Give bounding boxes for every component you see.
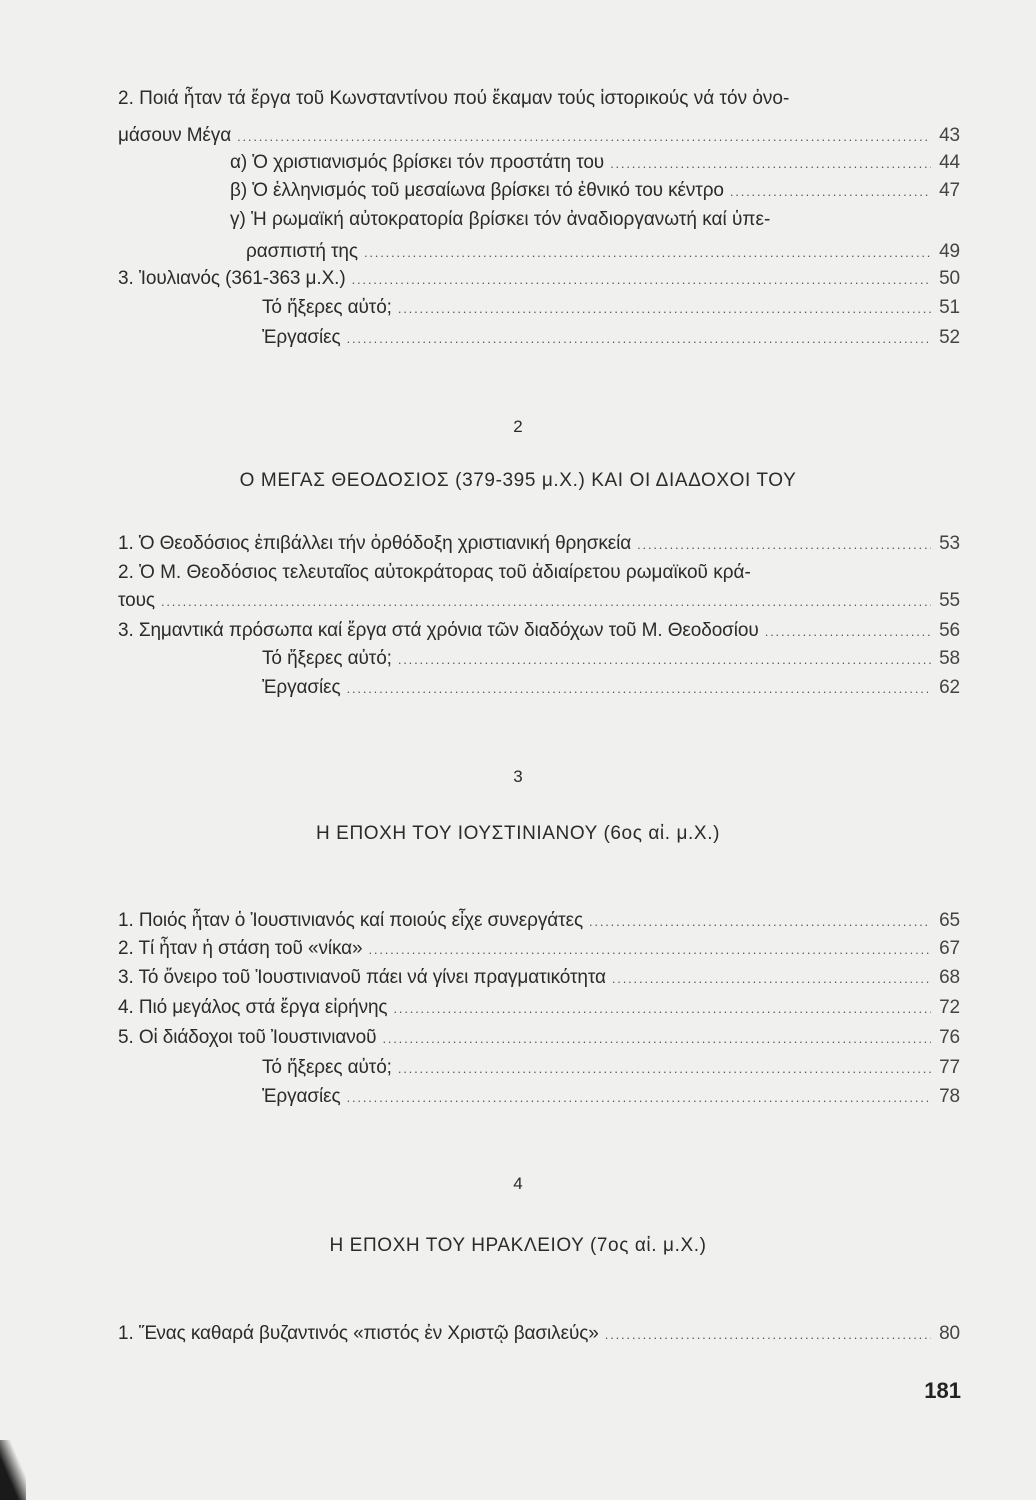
leader-dots xyxy=(589,914,931,929)
leader-dots xyxy=(398,652,931,667)
toc-item-text: 5. Οἱ διάδοχοι τοῦ Ἰουστινιανοῦ xyxy=(118,1027,377,1048)
toc-item-2 xyxy=(118,590,960,612)
toc-item-text: ρασπιστή της xyxy=(246,241,358,262)
toc-item-text: 4. Πιό μεγάλος στά ἔργα εἰρήνης xyxy=(118,997,388,1018)
toc-page-ref: 53 xyxy=(939,533,960,554)
toc-page-ref: 72 xyxy=(939,997,960,1018)
toc-item-text: Τό ἤξερες αὐτό; xyxy=(262,1057,392,1078)
toc-page-ref: 68 xyxy=(939,967,960,988)
toc-item-text: τους xyxy=(118,590,155,611)
leader-dots xyxy=(394,1001,932,1016)
toc-exercises xyxy=(262,1086,960,1108)
toc-item-text: 2. Τί ἦταν ἡ στάση τοῦ «νίκα» xyxy=(118,938,363,959)
leader-dots xyxy=(347,331,931,346)
section-title: Ο ΜΕΓΑΣ ΘΕΟΔΟΣΙΟΣ (379-395 μ.Χ.) ΚΑΙ ΟΙ ΔΙΑΔΟΧΟΙ ΤΟΥ xyxy=(239,470,797,491)
leader-dots xyxy=(364,245,931,260)
toc-item-text: 3. Τό ὄνειρο τοῦ Ἰουστινιανοῦ πάει νά γίνει πραγματικότητα xyxy=(118,967,606,988)
toc-item-3 xyxy=(118,967,960,989)
toc-item-2 xyxy=(118,938,960,960)
section-number: 3 xyxy=(513,767,523,786)
toc-page-ref: 62 xyxy=(939,677,960,698)
toc-subitem-a xyxy=(230,152,960,174)
leader-dots xyxy=(398,1061,931,1076)
toc-item-1 xyxy=(118,1323,960,1345)
leader-dots xyxy=(382,1031,931,1046)
leader-dots xyxy=(369,942,932,957)
toc-page-ref: 50 xyxy=(939,268,960,289)
scan-edge-shadow xyxy=(0,1440,26,1500)
toc-page-ref: 76 xyxy=(939,1027,960,1048)
toc-item-2 xyxy=(118,125,960,147)
leader-dots xyxy=(347,1090,931,1105)
toc-item-text: Ἐργασίες xyxy=(262,1086,341,1107)
toc-page-ref: 51 xyxy=(939,297,960,318)
leader-dots xyxy=(398,301,931,316)
toc-did-you-know xyxy=(262,297,960,319)
toc-item-text: Ἐργασίες xyxy=(262,677,341,698)
toc-exercises xyxy=(262,327,960,349)
toc-item-1 xyxy=(118,910,960,932)
toc-page-ref: 55 xyxy=(939,590,960,611)
leader-dots xyxy=(730,184,931,199)
toc-did-you-know xyxy=(262,1057,960,1079)
toc-item-text: Ἐργασίες xyxy=(262,327,341,348)
toc-exercises xyxy=(262,677,960,699)
leader-dots xyxy=(637,537,931,552)
toc-item-4 xyxy=(118,997,960,1019)
page-number: 181 xyxy=(924,1378,961,1403)
toc-item-text: β) Ὁ ἑλληνισμός τοῦ μεσαίωνα βρίσκει τό ἐθνικό του κέντρο xyxy=(230,180,724,201)
toc-page-ref: 78 xyxy=(939,1086,960,1107)
toc-item-text: 1. Ἕνας καθαρά βυζαντινός «πιστός ἐν Χριστῷ βασιλεύς» xyxy=(118,1323,599,1344)
toc-subitem-b xyxy=(230,180,960,202)
toc-page-ref: 52 xyxy=(939,327,960,348)
leader-dots xyxy=(765,624,931,639)
toc-item-text: 1. Ποιός ἦταν ὁ Ἰουστινιανός καί ποιούς εἶχε συνεργάτες xyxy=(118,910,584,931)
toc-item-5 xyxy=(118,1027,960,1049)
leader-dots xyxy=(237,129,931,144)
toc-item-text: α) Ὁ χριστιανισμός βρίσκει τόν προστάτη του xyxy=(230,152,605,173)
leader-dots xyxy=(610,156,931,171)
toc-page-ref: 67 xyxy=(939,938,960,959)
toc-item-text: 3. Σημαντικά πρόσωπα καί ἔργα στά χρόνια τῶν διαδόχων τοῦ Μ. Θεοδοσίου xyxy=(118,620,759,641)
toc-subitem-c-line1: γ) Ἡ ρωμαϊκή αὐτοκρατορία βρίσκει τόν ἀναδιοργανωτή καί ὑπε- xyxy=(230,209,771,230)
section-title: Η ΕΠΟΧΗ ΤΟΥ ΙΟΥΣΤΙΝΙΑΝΟΥ (6ος αἰ. μ.Χ.) xyxy=(315,823,721,844)
toc-item-2-line1: 2. Ὁ Μ. Θεοδόσιος τελευταῖος αὐτοκράτορας τοῦ ἀδιαίρετου ρωμαϊκοῦ κρά- xyxy=(118,562,751,583)
toc-item-3 xyxy=(118,268,960,290)
toc-item-text: 1. Ὁ Θεοδόσιος ἐπιβάλλει τήν ὀρθόδοξη χριστιανική θρησκεία xyxy=(118,533,632,554)
toc-item-2-line1: 2. Ποιά ἦταν τά ἔργα τοῦ Κωνσταντίνου πού ἔκαμαν τούς ἱστορικούς νά τόν ὀνο- xyxy=(118,88,790,109)
section-number: 4 xyxy=(513,1174,523,1193)
toc-page-ref: 44 xyxy=(939,152,960,173)
toc-item-text: μάσουν Μέγα xyxy=(118,125,232,146)
section-number: 2 xyxy=(513,417,523,436)
toc-item-1 xyxy=(118,533,960,555)
leader-dots xyxy=(347,681,931,696)
toc-did-you-know xyxy=(262,648,960,670)
leader-dots xyxy=(612,971,931,986)
toc-subitem-c xyxy=(246,241,960,263)
toc-page-ref: 58 xyxy=(939,648,960,669)
toc-page-ref: 65 xyxy=(939,910,960,931)
toc-page-ref: 77 xyxy=(939,1057,960,1078)
toc-page-ref: 47 xyxy=(939,180,960,201)
toc-item-text: 3. Ἰουλιανός (361-363 μ.Χ.) xyxy=(118,268,346,289)
toc-page-ref: 49 xyxy=(939,241,960,262)
leader-dots xyxy=(605,1327,931,1342)
toc-item-3 xyxy=(118,620,960,642)
toc-item-text: Τό ἤξερες αὐτό; xyxy=(262,648,392,669)
toc-page-ref: 43 xyxy=(939,125,960,146)
section-title: Η ΕΠΟΧΗ ΤΟΥ ΗΡΑΚΛΕΙΟΥ (7ος αἰ. μ.Χ.) xyxy=(329,1235,707,1256)
leader-dots xyxy=(161,594,931,609)
toc-page-ref: 80 xyxy=(939,1323,960,1344)
toc-item-text: Τό ἤξερες αὐτό; xyxy=(262,297,392,318)
toc-page-ref: 56 xyxy=(939,620,960,641)
leader-dots xyxy=(352,272,931,287)
